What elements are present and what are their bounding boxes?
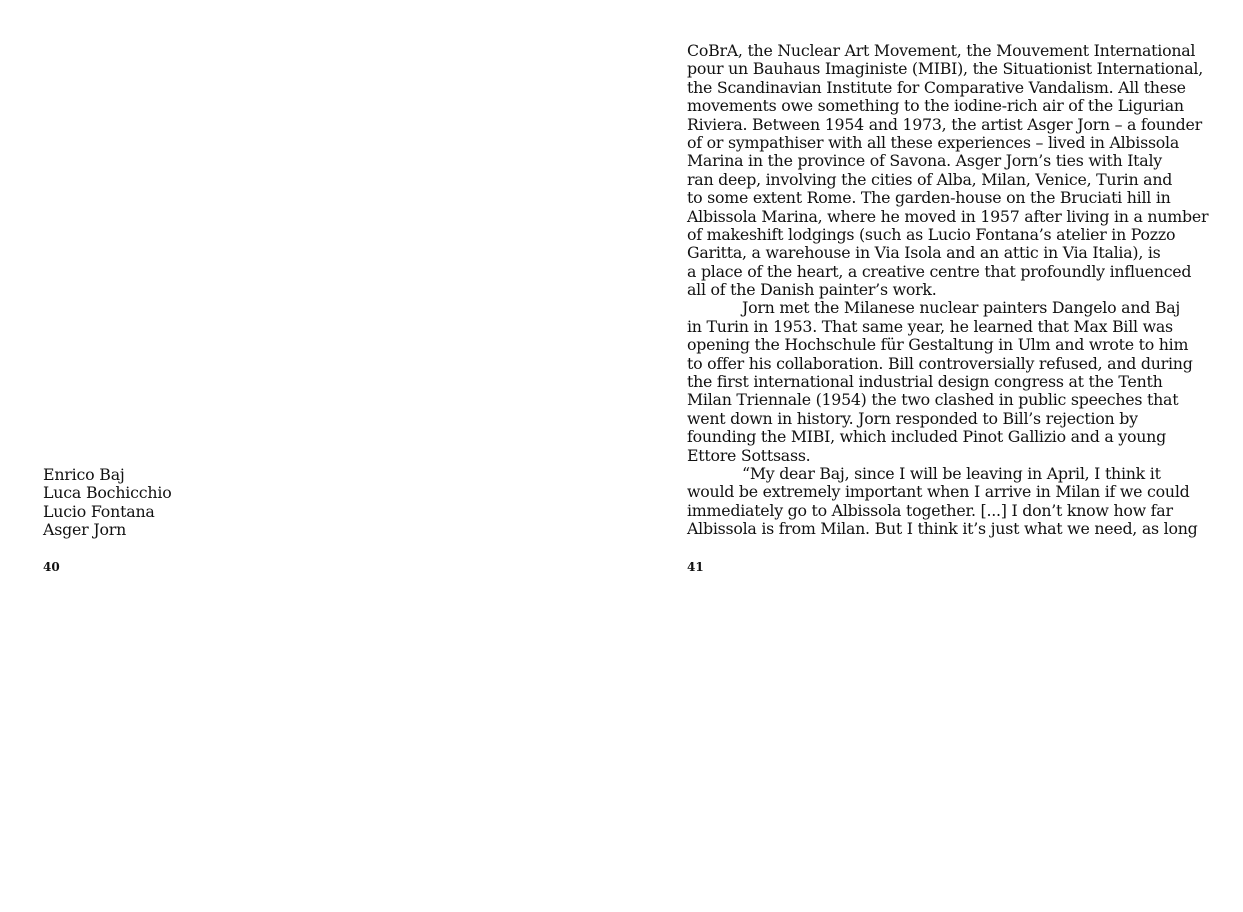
text-line: the first international industrial design congress at the Tenth	[687, 372, 1163, 392]
text-line: would be extremely important when I arrive in Milan if we could	[687, 482, 1190, 502]
page-number-right: 41	[687, 560, 704, 574]
page-number-left: 40	[43, 560, 60, 574]
text-line: immediately go to Albissola together. [...] I don’t know how far	[687, 500, 1173, 520]
author-name: Asger Jorn	[43, 520, 127, 540]
text-line: all of the Danish painter’s work.	[687, 280, 937, 300]
text-line: ran deep, involving the cities of Alba, Milan, Venice, Turin and	[687, 169, 1173, 189]
text-line: Marina in the province of Savona. Asger Jorn’s ties with Italy	[687, 151, 1162, 171]
text-line: went down in history. Jorn responded to Bill’s rejection by	[687, 408, 1138, 428]
text-line: movements owe something to the iodine-rich air of the Ligurian	[687, 96, 1184, 116]
text-line-indented: Jorn met the Milanese nuclear painters Dangelo and Baj	[742, 298, 1181, 318]
text-line: of or sympathiser with all these experiences – lived in Albissola	[687, 132, 1180, 152]
text-line: CoBrA, the Nuclear Art Movement, the Mouvement International	[687, 41, 1196, 60]
text-line: of makeshift lodgings (such as Lucio Fontana’s atelier in Pozzo	[687, 224, 1176, 244]
right-page	[621, 0, 1243, 912]
text-line: Albissola is from Milan. But I think it’s just what we need, as long	[687, 519, 1198, 539]
author-name: Enrico Baj	[43, 465, 125, 484]
text-line: a place of the heart, a creative centre that profoundly influenced	[687, 261, 1192, 281]
author-list	[43, 466, 172, 540]
text-line: to some extent Rome. The garden-house on the Bruciati hill in	[687, 188, 1171, 208]
body-text	[687, 42, 1217, 539]
author-name: Luca Bochicchio	[43, 483, 172, 503]
left-page	[0, 0, 621, 912]
text-line: Ettore Sottsass.	[687, 445, 811, 465]
text-line: Garitta, a warehouse in Via Isola and an attic in Via Italia), is	[687, 243, 1161, 263]
text-line: Riviera. Between 1954 and 1973, the artist Asger Jorn – a founder	[687, 114, 1202, 134]
text-line: founding the MIBI, which included Pinot Gallizio and a young	[687, 427, 1166, 447]
text-line: Albissola Marina, where he moved in 1957 after living in a number	[687, 206, 1209, 226]
author-name: Lucio Fontana	[43, 501, 155, 521]
text-line-indented: “My dear Baj, since I will be leaving in April, I think it	[742, 463, 1161, 483]
text-line: in Turin in 1953. That same year, he learned that Max Bill was	[687, 316, 1173, 336]
text-line: to offer his collaboration. Bill controversially refused, and during	[687, 353, 1193, 373]
text-line: pour un Bauhaus Imaginiste (MIBI), the Situationist International,	[687, 59, 1203, 79]
text-line: Milan Triennale (1954) the two clashed in public speeches that	[687, 390, 1179, 410]
text-line: opening the Hochschule für Gestaltung in Ulm and wrote to him	[687, 335, 1189, 355]
text-line: the Scandinavian Institute for Comparative Vandalism. All these	[687, 77, 1186, 97]
